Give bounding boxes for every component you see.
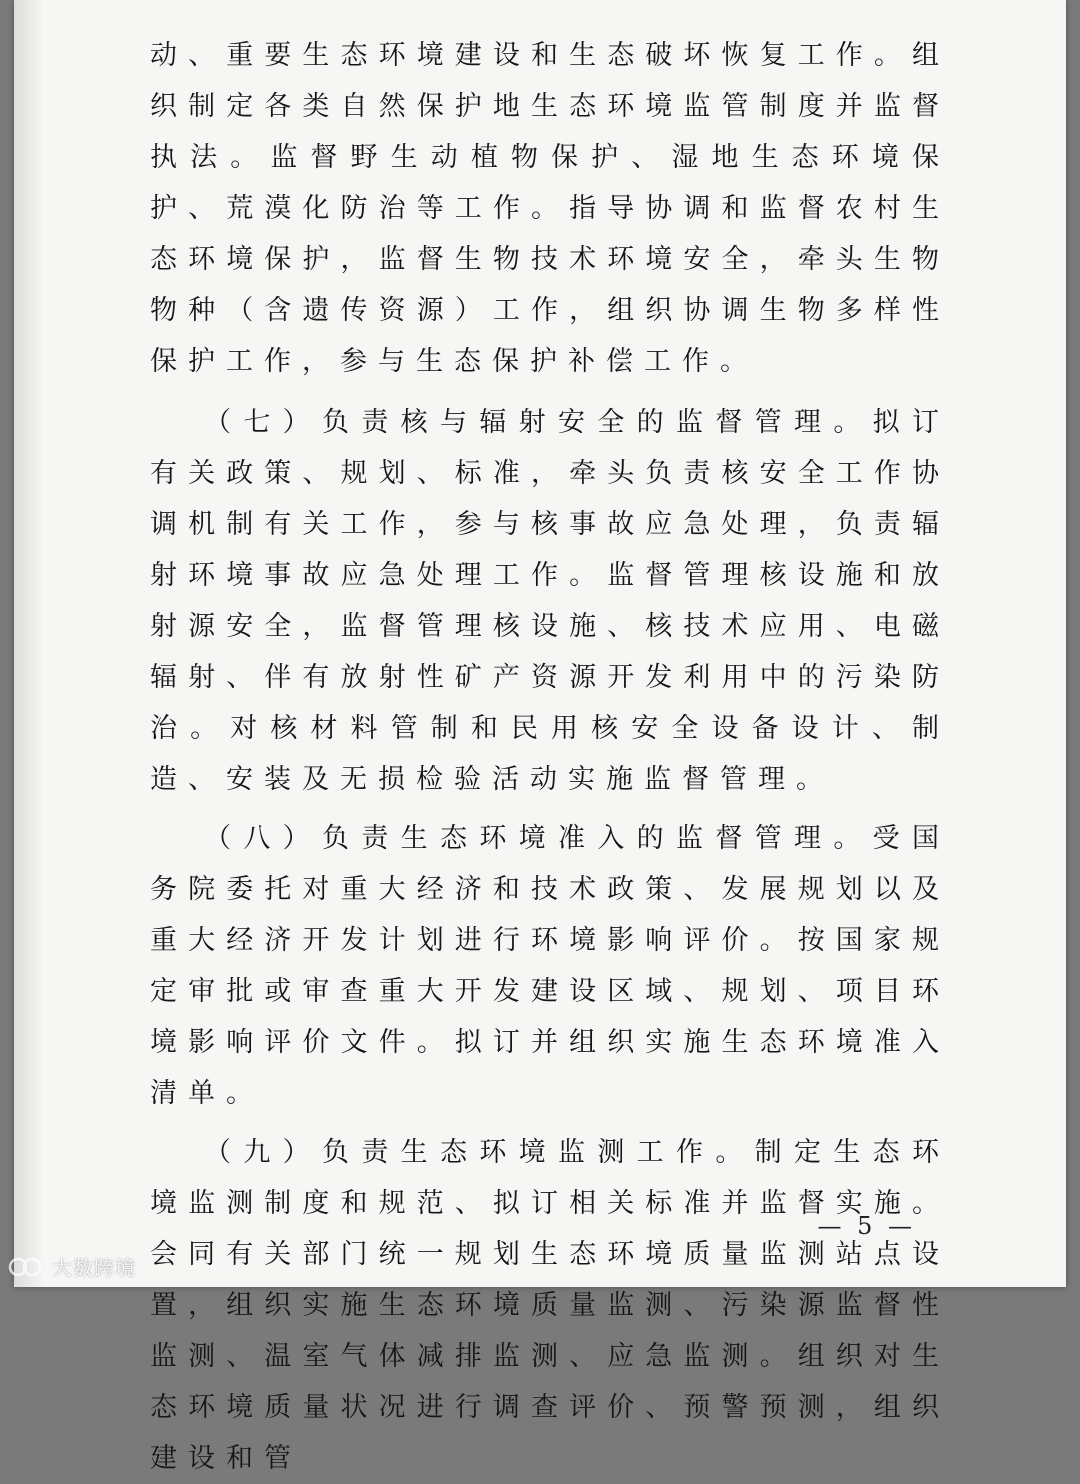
paragraph-item-7: （七）负责核与辐射安全的监督管理。拟订有关政策、规划、标准，牵头负责核安全工作协调机制有关工作，参与核事故应急处理，负责辐射环境事故应急处理工作。监督管理核设施和放射源安全，监督管理核设施、核技术应用、电磁辐射、伴有放射性矿产资源开发利用中的污染防治。对核材料管制和民用核安全设备设计、制造、安装及无损检验活动实施监督管理。	[150, 407, 950, 795]
paragraph-item-9: （九）负责生态环境监测工作。制定生态环境监测制度和规范、拟订相关标准并监督实施。会同有关部门统一规划生态环境质量监测站点设置，组织实施生态环境质量监测、污染源监督性监测、温室气体减排监测、应急监测。组织对生态环境质量状况进行调查评价、预警预测，组织建设和管	[150, 1137, 950, 1474]
watermark	[6, 1252, 136, 1281]
document-page	[14, 0, 1066, 1474]
page-edge-shadow	[14, 0, 44, 1287]
page-number: — 5 —	[817, 1212, 916, 1240]
paragraph-item-8: （八）负责生态环境准入的监督管理。受国务院委托对重大经济和技术政策、发展规划以及重大经济开发计划进行环境影响评价。按国家规定审批或审查重大开发建设区域、规划、项目环境影响评价文件。拟订并组织实施生态环境准入清单。	[150, 823, 950, 1109]
watermark-logo-icon	[6, 1255, 46, 1279]
paragraph-continuation: 动、重要生态环境建设和生态破坏恢复工作。组织制定各类自然保护地生态环境监管制度并监督执法。监督野生动植物保护、湿地生态环境保护、荒漠化防治等工作。指导协调和监督农村生态环境保护，监督生物技术环境安全，牵头生物物种（含遗传资源）工作，组织协调生物多样性保护工作，参与生态保护补偿工作。	[150, 40, 950, 377]
document-body	[150, 30, 950, 1484]
watermark-text: 大数跨境	[52, 1256, 136, 1280]
